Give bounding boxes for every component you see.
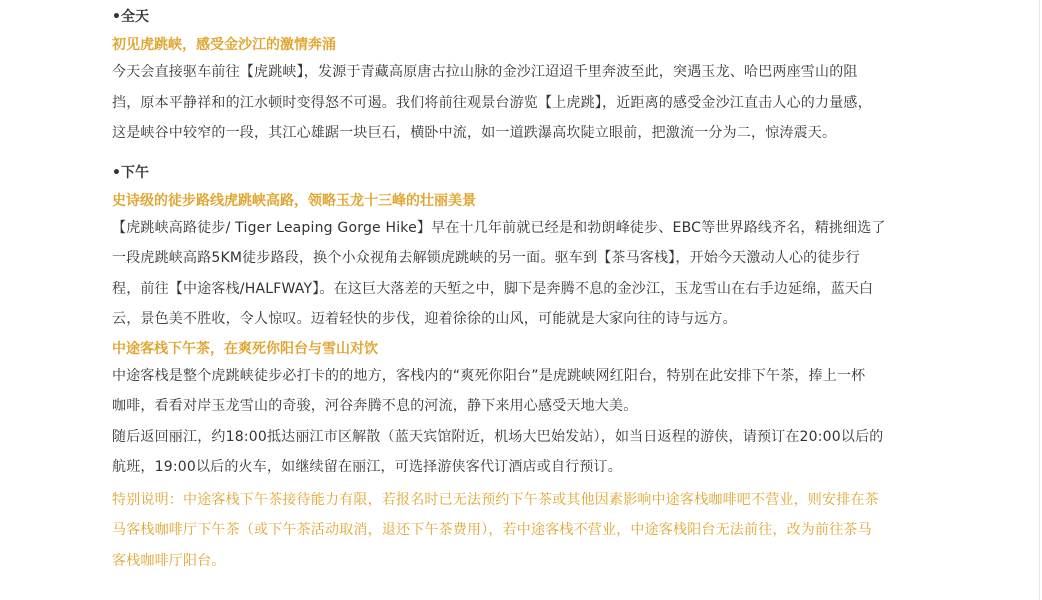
note-line: 特别说明：中途客栈下午茶接待能力有限，若报名时已无法预约下午茶或其他因素影响中途客栈咖啡吧不营业，则安排在茶: [112, 491, 879, 508]
section-headline: 中途客栈下午茶，在爽死你阳台与雪山对饮: [112, 340, 378, 357]
paragraph-line: 随后返回丽江，约18:00抵达丽江市区解散（蓝天宾馆附近，机场大巴始发站），如当日返程的游侠，请预订在20:00以后的: [112, 428, 884, 445]
paragraph-line: 挡，原本平静祥和的江水顿时变得怒不可遏。我们将前往观景台游览【上虎跳】，近距离的感受金沙江直击人心的力量感，: [112, 94, 872, 111]
section-afternoon: [112, 163, 992, 577]
paragraph-line: 航班，19:00以后的火车，如继续留在丽江，可选择游侠客代订酒店或自行预订。: [112, 459, 622, 475]
note-line: 客栈咖啡厅阳台。: [112, 552, 226, 569]
section-paragraph: [112, 361, 992, 483]
section-headline: 史诗级的徒步路线虎跳峡高路，领略玉龙十三峰的壮丽美景: [112, 192, 476, 209]
section-spacer: [112, 149, 992, 163]
paragraph-line: 这是峡谷中较窄的一段，其江心雄踞一块巨石，横卧中流，如一道跌瀑高坎陡立眼前，把激流一分为二，惊涛震天。: [112, 125, 837, 141]
paragraph-line: 中途客栈是整个虎跳峡徒步必打卡的的地方，客栈内的“爽死你阳台”是虎跳峡网红阳台，特别在此安排下午茶，捧上一杯: [112, 367, 866, 384]
section-all-day: [112, 7, 992, 149]
paragraph-line: 云，景色美不胜收，令人惊叹。迈着轻快的步伐，迎着徐徐的山风，可能就是大家向往的诗与远方。: [112, 311, 737, 327]
paragraph-line: 一段虎跳峡高路5KM徒步路段，换个小众视角去解锁虎跳峡的另一面。驱车到【茶马客栈】，开始今天激动人心的徒步行: [112, 250, 860, 266]
time-label-afternoon: •下午: [112, 164, 149, 181]
section-headline: 初见虎跳峡，感受金沙江的激情奔涌: [112, 37, 336, 53]
paragraph-line: 程，前往【中途客栈/HALFWAY】。在这巨大落差的天堑之中，脚下是奔腾不息的金沙江，玉龙雪山在右手边延绵，蓝天白: [112, 280, 874, 297]
itinerary-content: [112, 0, 992, 576]
time-label-all-day: •全天: [112, 9, 149, 25]
note-line: 马客栈咖啡厅下午茶（或下午茶活动取消，退还下午茶费用），若中途客栈不营业，中途客栈阳台无法前往，改为前往茶马: [112, 522, 872, 538]
section-paragraph: [112, 213, 992, 335]
paragraph-line: 今天会直接驱车前往【虎跳峡】，发源于青藏高原唐古拉山脉的金沙江迢迢千里奔波至此，突遇玉龙、哈巴两座雪山的阻: [112, 64, 858, 80]
special-note: [112, 485, 992, 577]
page-right-border: [1039, 0, 1040, 600]
paragraph-line: 咖啡，看看对岸玉龙雪山的奇骏，河谷奔腾不息的河流，静下来用心感受天地大美。: [112, 398, 638, 414]
paragraph-line: 【虎跳峡高路徒步/ Tiger Leaping Gorge Hike】早在十几年前就已经是和勃朗峰徒步、EBC等世界路线齐名，精挑细选了: [112, 219, 886, 236]
section-paragraph: [112, 57, 992, 149]
